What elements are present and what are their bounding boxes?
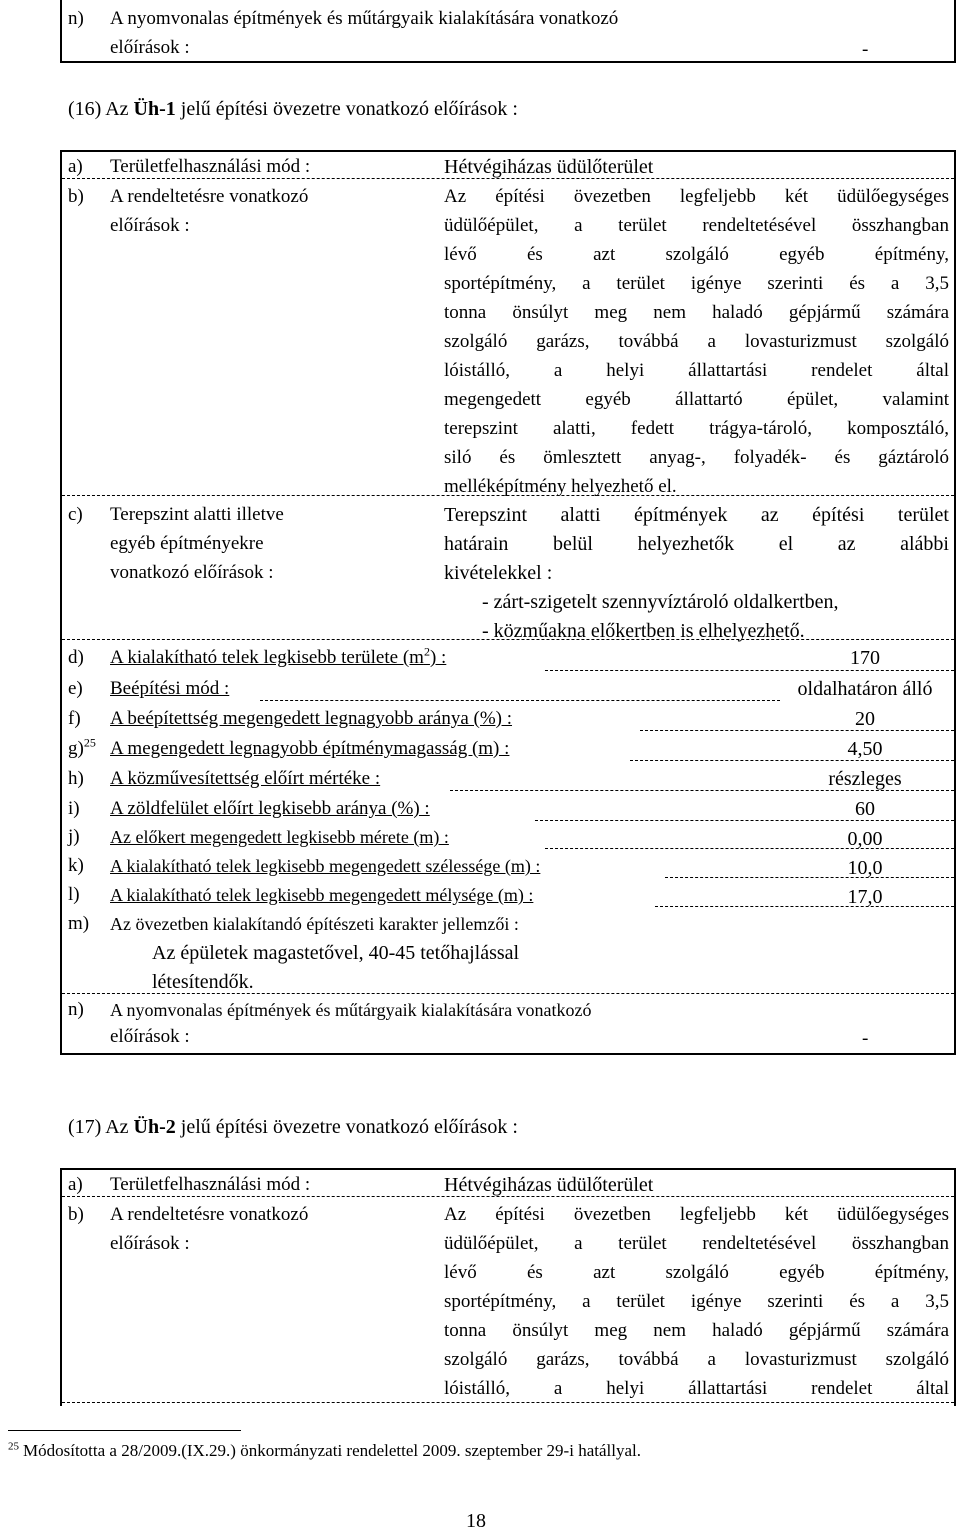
divider	[630, 760, 954, 761]
divider	[62, 1196, 954, 1197]
m-text: Az övezetben kialakítandó építészeti karakter jellemzői :	[110, 914, 519, 934]
a-text: Területfelhasználási mód :	[110, 1174, 311, 1195]
n-label: n)	[68, 8, 84, 29]
b-label: b)	[68, 1204, 84, 1225]
e-text: Beépítési mód :	[110, 678, 230, 699]
divider	[655, 906, 954, 907]
a-value: Hétvégiházas üdülőterület	[444, 156, 654, 178]
n-value: -	[862, 39, 869, 60]
d-text-end: ) :	[429, 647, 447, 668]
d-sup: 2	[423, 644, 430, 659]
b-line: terepszint alatti, fedett trágya-tároló, komposztáló,	[444, 418, 949, 439]
g-value: 4,50	[847, 738, 883, 760]
footnote	[8, 1440, 641, 1462]
b-line: lóistálló, a helyi állattartási rendelet által	[444, 1378, 949, 1399]
zone-code: Üh-2	[133, 1116, 176, 1138]
heading-suffix: jelű építési övezetre vonatkozó előírások :	[175, 98, 518, 120]
l-text: A kialakítható telek legkisebb megengedett mélysége (m) :	[110, 885, 534, 905]
b-line: lévő és azt szolgáló egyéb építmény,	[444, 1262, 949, 1283]
c-text-2: egyéb építményekre	[110, 533, 264, 554]
e-label: e)	[68, 678, 83, 699]
b-text-2: előírások :	[110, 1233, 190, 1254]
f-text: A beépítettség megengedett legnagyobb aránya (%) :	[110, 708, 513, 729]
j-value: 0,00	[847, 828, 883, 850]
a-label: a)	[68, 156, 83, 177]
n-value: -	[862, 1028, 869, 1049]
section17-heading	[68, 1116, 518, 1138]
g-text: A megengedett legnagyobb építménymagasság (m) :	[110, 738, 510, 759]
divider	[665, 877, 954, 878]
h-value: részleges	[828, 768, 902, 790]
b-text: A rendeltetésre vonatkozó	[110, 1204, 309, 1225]
b-line: lévő és azt szolgáló egyéb építmény,	[444, 244, 949, 265]
divider	[62, 639, 954, 640]
footnote-number: 25	[8, 1440, 19, 1453]
i-label: i)	[68, 798, 80, 819]
g-label-text: g)	[68, 738, 84, 759]
d-text	[110, 644, 447, 669]
heading-suffix: jelű építési övezetre vonatkozó előírások :	[175, 1116, 518, 1138]
divider	[450, 790, 954, 791]
b-line: Az építési övezetben legfeljebb két üdülőegységes	[444, 1204, 949, 1225]
f-label: f)	[68, 708, 81, 729]
b-line: tonna önsúlyt meg nem haladó gépjármű számára	[444, 1320, 949, 1341]
a-text: Területfelhasználási mód :	[110, 156, 311, 177]
i-text: A zöldfelület előírt legkisebb aránya (%) :	[110, 798, 430, 819]
b-line: sportépítmény, a terület igénye szerinti és a 3,5	[444, 273, 949, 294]
m-label: m)	[68, 913, 90, 934]
heading-prefix: (17) Az	[68, 1116, 134, 1138]
c-line: határain belül helyezhetők el az alábbi	[444, 533, 949, 555]
n-text: A nyomvonalas építmények és műtárgyaik kialakítására vonatkozó	[110, 8, 619, 29]
g-label	[68, 735, 96, 760]
b-line: szolgáló garázs, továbbá a lovasturizmust szolgáló	[444, 331, 949, 352]
d-label: d)	[68, 647, 84, 668]
divider	[260, 700, 780, 701]
divider	[62, 178, 954, 179]
c-bullet: - közműakna előkertben is elhelyezhető.	[482, 620, 805, 642]
d-value: 170	[850, 647, 880, 669]
footnote-text: Módosította a 28/2009.(IX.29.) önkormányzati rendelettel 2009. szeptember 29-i hatállyal.	[23, 1441, 641, 1460]
c-line-3: kivételekkel :	[444, 562, 553, 584]
b-text: A rendeltetésre vonatkozó	[110, 186, 309, 207]
divider	[62, 993, 954, 994]
l-label: l)	[68, 884, 80, 905]
a-value: Hétvégiházas üdülőterület	[444, 1174, 654, 1196]
i-value: 60	[855, 798, 875, 820]
b-line-last: melléképítmény helyezhető el.	[444, 476, 677, 497]
h-label: h)	[68, 768, 84, 789]
zone-code: Üh-1	[133, 98, 176, 120]
divider	[545, 670, 954, 671]
divider	[62, 1402, 954, 1403]
f-value: 20	[855, 708, 875, 730]
j-text: Az előkert megengedett legkisebb mérete (m) :	[110, 827, 449, 847]
k-label: k)	[68, 855, 84, 876]
k-text: A kialakítható telek legkisebb megengedett szélessége (m) :	[110, 856, 541, 876]
b-line: lóistálló, a helyi állattartási rendelet által	[444, 360, 949, 381]
d-text-main: A kialakítható telek legkisebb területe (m	[110, 647, 424, 668]
b-line: Az építési övezetben legfeljebb két üdülőegységes	[444, 186, 949, 207]
b-line: megengedett egyéb állattartó épület, valamint	[444, 389, 949, 410]
n-text-2: előírások :	[110, 1026, 190, 1047]
c-line: Terepszint alatti építmények az építési terület	[444, 504, 949, 526]
b-line: üdülőépület, a terület rendeltetésével összhangban	[444, 1233, 949, 1254]
divider	[535, 820, 954, 821]
b-text-2: előírások :	[110, 215, 190, 236]
b-label: b)	[68, 186, 84, 207]
j-label: j)	[68, 826, 80, 847]
footnote-separator	[8, 1430, 241, 1431]
k-value: 10,0	[847, 857, 883, 879]
b-line: szolgáló garázs, továbbá a lovasturizmust szolgáló	[444, 1349, 949, 1370]
c-label: c)	[68, 504, 83, 525]
b-line: üdülőépület, a terület rendeltetésével összhangban	[444, 215, 949, 236]
n-text-2: előírások :	[110, 37, 190, 58]
c-text-3: vonatkozó előírások :	[110, 562, 274, 583]
m-line-2: létesítendők.	[152, 971, 254, 993]
l-value: 17,0	[847, 886, 883, 908]
page-number: 18	[466, 1510, 486, 1532]
footnote-ref: 25	[83, 735, 96, 750]
section16-heading	[68, 98, 518, 120]
c-bullet: - zárt-szigetelt szennyvíztároló oldalkertben,	[482, 591, 839, 613]
b-line: siló és ömlesztett anyag-, folyadék- és gáztároló	[444, 447, 949, 468]
n-label: n)	[68, 999, 84, 1020]
h-text: A közművesítettség előírt mértéke :	[110, 768, 381, 789]
heading-prefix: (16) Az	[68, 98, 134, 120]
divider	[62, 495, 954, 496]
divider	[545, 848, 954, 849]
c-text: Terepszint alatti illetve	[110, 504, 284, 525]
a-label: a)	[68, 1174, 83, 1195]
b-line: sportépítmény, a terület igénye szerinti és a 3,5	[444, 1291, 949, 1312]
m-line: Az épületek magastetővel, 40-45 tetőhajlással	[152, 942, 520, 964]
n-text: A nyomvonalas építmények és műtárgyaik kialakítására vonatkozó	[110, 1000, 592, 1020]
divider	[640, 730, 954, 731]
e-value: oldalhatáron álló	[797, 678, 933, 700]
b-line: tonna önsúlyt meg nem haladó gépjármű számára	[444, 302, 949, 323]
